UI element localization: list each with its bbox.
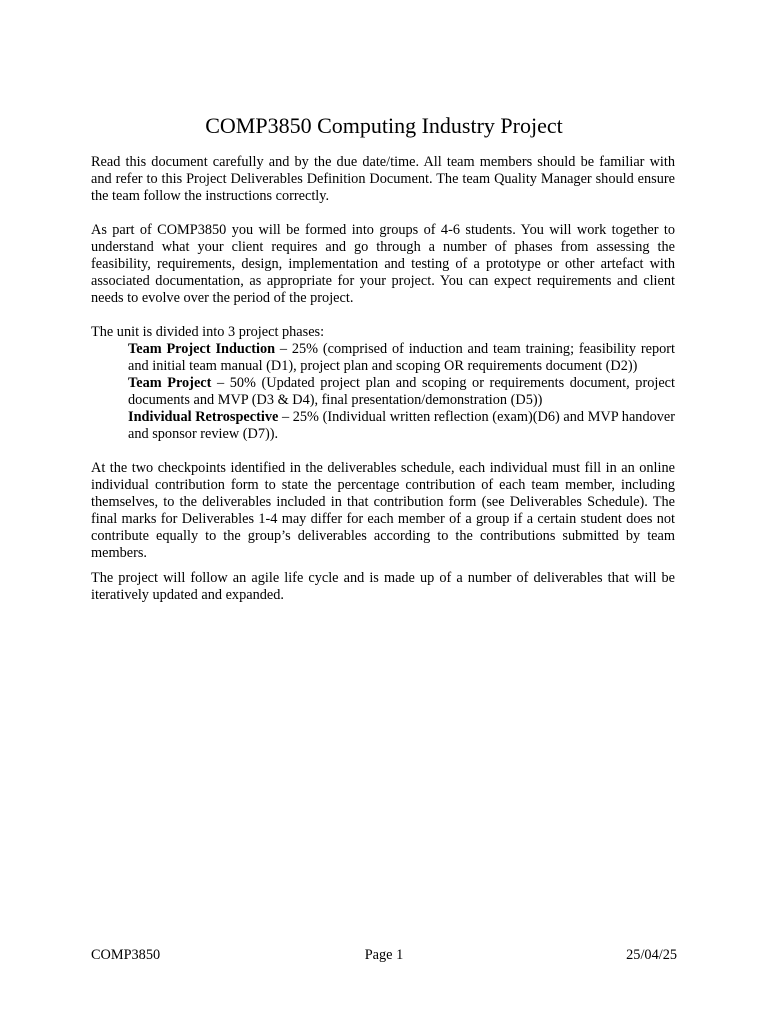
lifecycle-paragraph: The project will follow an agile life cycle and is made up of a number of deliverables that will be iteratively updated and expanded. — [91, 570, 675, 603]
document-title: COMP3850 Computing Industry Project — [205, 113, 563, 138]
phase-description: – 50% (Updated project plan and scoping or requirements document, project documents and MVP (D3 & D4), final presentation/demonstration (D5)) — [128, 375, 675, 408]
phases-intro: The unit is divided into 3 project phases: — [91, 324, 325, 340]
intro-paragraph: Read this document carefully and by the due date/time. All team members should be familiar with and refer to this Project Deliverables Definition Document. The team Quality Manager should ensure the team follow the instructions correctly. — [91, 154, 675, 204]
overview-paragraph: As part of COMP3850 you will be formed into groups of 4-6 students. You will work together to understand what your client requires and go through a number of phases from assessing the feasibility, requirements, design, implementation and testing of a prototype or other artefact with associated documentation, as appropriate for your project. You can expect requirements and client needs to evolve over the period of the project. — [91, 222, 675, 306]
phase-description: – 25% (comprised of induction and team training; feasibility report and initial team manual (D1), project plan and scoping OR requirements document (D2)) — [128, 341, 675, 374]
phase-item-induction — [128, 341, 675, 375]
footer-course-code: COMP3850 — [91, 947, 161, 963]
phase-item-retrospective — [128, 409, 675, 443]
contribution-paragraph: At the two checkpoints identified in the deliverables schedule, each individual must fill in an online individual contribution form to state the percentage contribution of each team member, including themselves, to the deliverables included in that contribution form (see Deliverables Schedule). The final marks for Deliverables 1-4 may differ for each member of a group if a certain student does not contribute equally to the group’s deliverables according to the contributions submitted by team members. — [91, 460, 675, 561]
phase-label: Team Project — [128, 375, 212, 391]
phase-item-team-project — [128, 375, 675, 409]
phase-label: Individual Retrospective — [128, 409, 279, 425]
phases-list — [91, 341, 675, 443]
footer-page-number: Page 1 — [364, 947, 404, 963]
phase-description: – 25% (Individual written reflection (exam)(D6) and MVP handover and sponsor review (D7)). — [128, 409, 675, 442]
phase-label: Team Project Induction — [128, 341, 276, 357]
document-body — [91, 154, 675, 604]
footer-date: 25/04/25 — [626, 947, 677, 963]
